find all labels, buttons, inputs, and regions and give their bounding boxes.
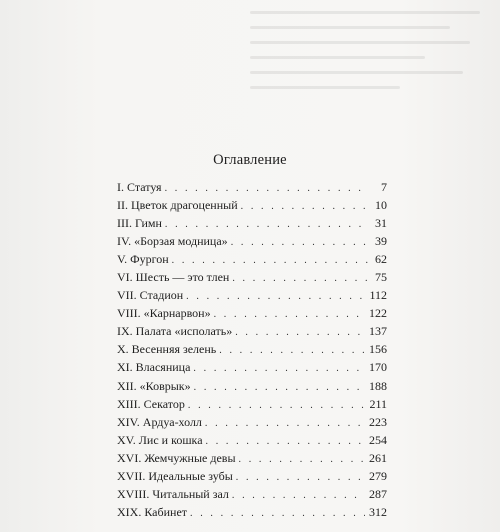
toc-entry (117, 214, 387, 232)
toc-entry-title: VI. Шесть — это тлен (117, 270, 230, 285)
toc-entry (117, 250, 387, 268)
toc-entry (117, 340, 387, 358)
toc-entry (117, 304, 387, 322)
toc-entry-page: 223 (369, 414, 387, 429)
toc-entry (117, 449, 387, 467)
toc-entry-title: XVIII. Читальный зал (117, 486, 229, 501)
toc-entry-title: I. Статуя (117, 180, 162, 194)
toc-entry-title: XVI. Жемчужные девы (117, 450, 236, 465)
toc-entry-page: 261 (369, 450, 387, 465)
toc-entry (117, 395, 387, 413)
toc-leader-dots (232, 487, 365, 505)
toc-entry-title: XIII. Секатор (117, 396, 185, 411)
toc-entry (117, 431, 387, 449)
toc-entry (117, 377, 387, 395)
toc-entry-title: XIV. Ардуа-холл (117, 414, 202, 429)
toc-entry-title: III. Гимн (117, 216, 162, 231)
toc-entry-page: 279 (369, 468, 387, 483)
toc-entry-page: 312 (369, 504, 387, 519)
toc-entry (117, 358, 387, 376)
toc-leader-dots (193, 360, 365, 378)
toc-entry-page: 170 (369, 360, 387, 375)
toc-entry-page: 7 (381, 180, 387, 194)
toc-entry-page: 211 (369, 396, 387, 411)
toc-leader-dots (190, 505, 365, 523)
toc-entry-title: X. Весенняя зелень (117, 342, 217, 357)
toc-entry (117, 286, 387, 304)
toc-leader-dots (188, 397, 366, 415)
toc-entry-title: XV. Лис и кошка (117, 432, 203, 447)
toc-leader-dots (194, 379, 365, 397)
toc-entry (117, 232, 387, 250)
toc-heading: Оглавление (213, 152, 287, 168)
toc-entry-page: 10 (375, 198, 387, 213)
toc-entry-title: IV. «Борзая модница» (117, 234, 228, 249)
toc-entry (117, 467, 387, 485)
toc-entry (117, 503, 387, 521)
toc-leader-dots (232, 270, 369, 288)
toc-leader-dots (239, 451, 365, 469)
toc-entry-title: XI. Власяница (117, 360, 191, 375)
toc-entry-title: XIX. Кабинет (117, 504, 188, 519)
table-of-contents (117, 178, 387, 521)
toc-entry (117, 413, 387, 431)
toc-leader-dots (231, 234, 369, 252)
toc-entry-title: II. Цветок драгоценный (117, 198, 238, 213)
toc-entry (117, 178, 387, 196)
toc-leader-dots (235, 324, 365, 342)
toc-entry-page: 188 (369, 378, 387, 393)
toc-entry-page: 287 (369, 486, 387, 501)
toc-entry (117, 196, 387, 214)
toc-entry-title: XVII. Идеальные зубы (117, 468, 233, 483)
toc-leader-dots (241, 198, 369, 216)
toc-leader-dots (205, 415, 365, 433)
toc-entry-page: 254 (369, 432, 387, 447)
toc-entry-page: 31 (375, 216, 387, 231)
toc-entry-page: 62 (375, 252, 387, 267)
toc-entry-title: XII. «Коврык» (117, 378, 191, 393)
toc-leader-dots (214, 306, 365, 324)
toc-entry-title: VII. Стадион (117, 288, 184, 303)
toc-entry (117, 268, 387, 286)
toc-leader-dots (236, 469, 365, 487)
toc-entry-title: V. Фургон (117, 252, 169, 267)
toc-entry-page: 156 (369, 342, 387, 357)
toc-entry-page: 137 (369, 324, 387, 339)
toc-entry-title: IX. Палата «исполать» (117, 324, 233, 339)
toc-entry-page: 75 (375, 270, 387, 285)
toc-entry-page: 112 (369, 288, 387, 303)
toc-entry (117, 322, 387, 340)
toc-entry-page: 39 (375, 234, 387, 249)
toc-entry-title: VIII. «Карнарвон» (117, 306, 211, 321)
toc-entry-page: 122 (369, 306, 387, 321)
bleed-through-text (250, 4, 500, 154)
toc-entry (117, 485, 387, 503)
toc-leader-dots (219, 342, 365, 360)
